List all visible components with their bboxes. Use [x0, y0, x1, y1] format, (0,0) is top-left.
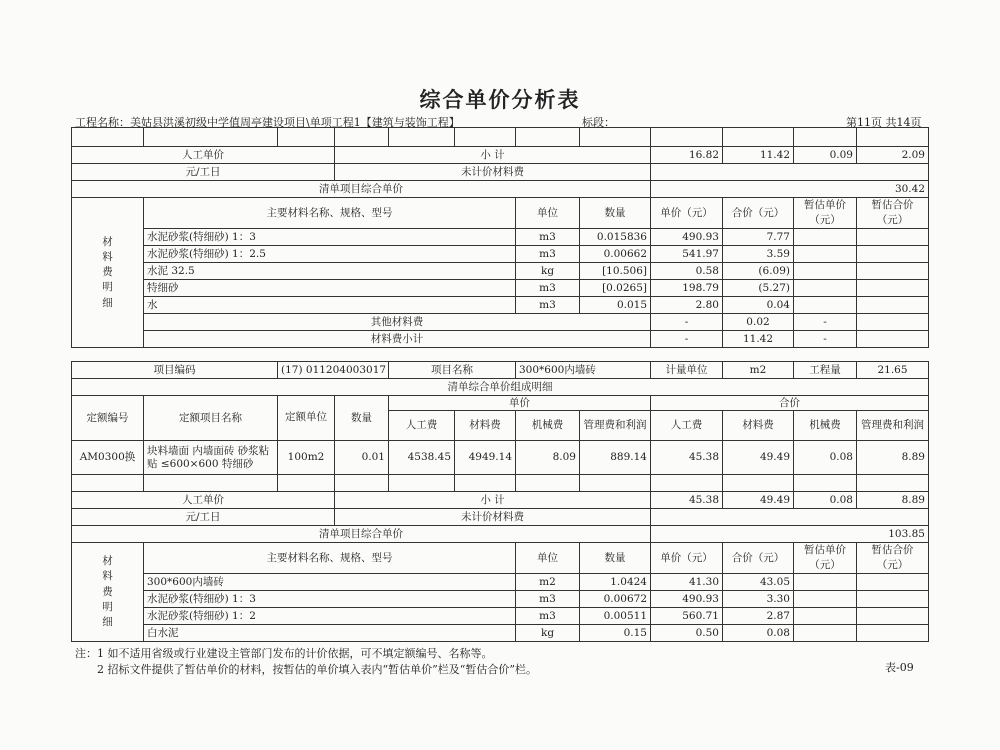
item-code-value: (17) 011204003017 — [278, 362, 389, 379]
quota-u-machine: 8.09 — [516, 441, 580, 475]
section-label: 标段： — [582, 116, 615, 129]
material-unit: kg — [516, 263, 580, 280]
t-material-header: 材料费 — [723, 411, 794, 441]
material-qty: 0.15 — [580, 625, 651, 642]
material-subtotal-total: 11.42 — [723, 331, 794, 348]
est-unit-price-header: 暂估单价（元） — [794, 198, 857, 229]
table-row — [72, 314, 929, 331]
other-material-price: - — [651, 314, 723, 331]
labor-unit-price-label: 人工单价 — [72, 147, 335, 164]
material-qty: 0.015836 — [580, 229, 651, 246]
work-quantity-label: 工程量 — [794, 362, 857, 379]
material-qty: 0.00511 — [580, 608, 651, 625]
unit-header: 单位 — [516, 198, 580, 229]
subtotal-machine: 0.09 — [794, 147, 857, 164]
material-price: 560.71 — [651, 608, 723, 625]
analysis-table-top — [71, 127, 929, 348]
quantity-header: 数量 — [580, 543, 651, 574]
material-detail-label: 材料费明细 — [72, 543, 144, 642]
table-row — [72, 379, 929, 396]
u-labor-header: 人工费 — [389, 411, 455, 441]
item-name-value: 300*600内墙砖 — [516, 362, 651, 379]
est-total-price-header: 暂估合价（元） — [857, 543, 929, 574]
material-qty: 0.00662 — [580, 246, 651, 263]
material-price: 0.58 — [651, 263, 723, 280]
material-subtotal-price: - — [651, 331, 723, 348]
analysis-table-bottom — [71, 361, 929, 642]
item-unit-price-label: 清单项目综合单价 — [72, 526, 651, 543]
measure-unit-label: 计量单位 — [651, 362, 723, 379]
u-mgmt-header: 管理费和利润 — [580, 411, 651, 441]
subtotal-labor: 16.82 — [651, 147, 723, 164]
material-qty: 0.00672 — [580, 591, 651, 608]
material-price: 490.93 — [651, 229, 723, 246]
material-total: (5.27) — [723, 280, 794, 297]
material-unit: m3 — [516, 297, 580, 314]
project-name: 工程名称：美姑县洪溪初级中学值周亭建设项目\单项工程1【建筑与装饰工程】 — [75, 116, 460, 129]
quota-unit: 100m2 — [278, 441, 335, 475]
quota-name: 块料墙面 内墙面砖 砂浆粘贴 ≤600×600 特细砂 — [144, 441, 278, 475]
material-total: 3.59 — [723, 246, 794, 263]
table-row — [72, 362, 929, 379]
table-row — [72, 263, 929, 280]
quota-u-material: 4949.14 — [455, 441, 516, 475]
material-name: 水泥砂浆(特细砂) 1：2 — [144, 608, 516, 625]
quantity-header: 数量 — [580, 198, 651, 229]
material-name: 300*600内墙砖 — [144, 574, 516, 591]
quota-t-labor: 45.38 — [651, 441, 723, 475]
table-row — [72, 625, 929, 642]
table-row — [72, 509, 929, 526]
material-unit: m3 — [516, 280, 580, 297]
quota-u-labor: 4538.45 — [389, 441, 455, 475]
material-main-header: 主要材料名称、规格、型号 — [144, 198, 516, 229]
est-unit-price-header: 暂估单价（元） — [794, 543, 857, 574]
material-unit: m2 — [516, 574, 580, 591]
material-subtotal-label: 材料费小计 — [144, 331, 651, 348]
table-row — [72, 492, 929, 509]
material-price: 0.50 — [651, 625, 723, 642]
material-qty: 0.015 — [580, 297, 651, 314]
other-material-est: - — [794, 314, 857, 331]
composition-detail-label: 清单综合单价组成明细 — [72, 379, 929, 396]
measure-unit-value: m2 — [723, 362, 794, 379]
subtotal-mgmt: 8.89 — [857, 492, 929, 509]
quota-qty: 0.01 — [335, 441, 389, 475]
table-row — [72, 543, 929, 574]
t-labor-header: 人工费 — [651, 411, 723, 441]
material-price: 2.80 — [651, 297, 723, 314]
material-total: 43.05 — [723, 574, 794, 591]
material-total: (6.09) — [723, 263, 794, 280]
table-row — [72, 574, 929, 591]
table-row — [72, 147, 929, 164]
quota-t-mgmt: 8.89 — [857, 441, 929, 475]
subtotal-label: 小 计 — [335, 492, 651, 509]
item-unit-price-value: 103.85 — [651, 526, 929, 543]
material-name: 水 — [144, 297, 516, 314]
material-total: 0.04 — [723, 297, 794, 314]
single-price-header: 单价 — [389, 396, 651, 411]
material-price: 541.97 — [651, 246, 723, 263]
material-unit: m3 — [516, 608, 580, 625]
quota-unit-header: 定额单位 — [278, 396, 335, 441]
subtotal-material: 49.49 — [723, 492, 794, 509]
subtotal-material: 11.42 — [723, 147, 794, 164]
other-material-total: 0.02 — [723, 314, 794, 331]
quota-t-machine: 0.08 — [794, 441, 857, 475]
subtotal-labor: 45.38 — [651, 492, 723, 509]
subtotal-mgmt: 2.09 — [857, 147, 929, 164]
material-total: 0.08 — [723, 625, 794, 642]
total-price-header: 合价（元） — [723, 198, 794, 229]
material-unit: m3 — [516, 229, 580, 246]
table-row — [72, 331, 929, 348]
material-name: 水泥砂浆(特细砂) 1：3 — [144, 591, 516, 608]
table-row — [72, 181, 929, 198]
material-name: 水泥砂浆(特细砂) 1：2.5 — [144, 246, 516, 263]
item-unit-price-label: 清单项目综合单价 — [72, 181, 651, 198]
material-unit: m3 — [516, 591, 580, 608]
quota-code-header: 定额编号 — [72, 396, 144, 441]
table-row — [72, 229, 929, 246]
page-title: 综合单价分析表 — [419, 87, 581, 112]
material-subtotal-est: - — [794, 331, 857, 348]
item-code-label: 项目编码 — [72, 362, 278, 379]
material-total: 2.87 — [723, 608, 794, 625]
item-unit-price-value: 30.42 — [651, 181, 929, 198]
material-main-header: 主要材料名称、规格、型号 — [144, 543, 516, 574]
material-name: 水泥砂浆(特细砂) 1：3 — [144, 229, 516, 246]
est-total-price-header: 暂估合价（元） — [857, 198, 929, 229]
quota-name-header: 定额项目名称 — [144, 396, 278, 441]
unit-header: 单位 — [516, 543, 580, 574]
total-price-header: 合价（元） — [723, 543, 794, 574]
table-row — [72, 526, 929, 543]
u-machine-header: 机械费 — [516, 411, 580, 441]
quota-u-mgmt: 889.14 — [580, 441, 651, 475]
other-material-label: 其他材料费 — [144, 314, 651, 331]
material-unit: m3 — [516, 246, 580, 263]
material-qty: [10.506] — [580, 263, 651, 280]
t-mgmt-header: 管理费和利润 — [857, 411, 929, 441]
material-name: 水泥 32.5 — [144, 263, 516, 280]
table-row — [72, 441, 929, 475]
labor-unit-price-label: 人工单价 — [72, 492, 335, 509]
material-price: 490.93 — [651, 591, 723, 608]
qty-header: 数量 — [335, 396, 389, 441]
material-total: 7.77 — [723, 229, 794, 246]
table-row — [72, 164, 929, 181]
subtotal-machine: 0.08 — [794, 492, 857, 509]
t-machine-header: 机械费 — [794, 411, 857, 441]
page-number: 第11页 共14页 — [846, 116, 922, 129]
table-row — [72, 475, 929, 492]
table-row — [72, 198, 929, 229]
work-quantity-value: 21.65 — [857, 362, 929, 379]
table-row — [72, 396, 929, 411]
material-qty: 1.0424 — [580, 574, 651, 591]
table-row — [72, 280, 929, 297]
material-price: 41.30 — [651, 574, 723, 591]
unpriced-material-label: 未计价材料费 — [335, 509, 651, 526]
material-detail-label: 材料费明细 — [72, 198, 144, 348]
table-row — [72, 128, 929, 147]
table-row — [72, 297, 929, 314]
quota-t-material: 49.49 — [723, 441, 794, 475]
unit-price-header: 单价（元） — [651, 198, 723, 229]
material-unit: kg — [516, 625, 580, 642]
material-qty: [0.0265] — [580, 280, 651, 297]
table-row — [72, 246, 929, 263]
footnote-1: 注：1 如不适用省级或行业建设主管部门发布的计价依据，可不填定额编号、名称等。 — [75, 647, 493, 660]
u-material-header: 材料费 — [455, 411, 516, 441]
yuan-per-day-label: 元/工日 — [72, 509, 335, 526]
material-name: 白水泥 — [144, 625, 516, 642]
yuan-per-day-label: 元/工日 — [72, 164, 335, 181]
material-total: 3.30 — [723, 591, 794, 608]
table-number: 表-09 — [885, 661, 914, 674]
table-row — [72, 591, 929, 608]
material-price: 198.79 — [651, 280, 723, 297]
quota-code: AM0300换 — [72, 441, 144, 475]
footnote-2: 2 招标文件提供了暂估单价的材料，按暂估的单价填入表内“暂估单价”栏及“暂估合价”栏。 — [97, 663, 537, 676]
unit-price-header: 单价（元） — [651, 543, 723, 574]
item-name-label: 项目名称 — [389, 362, 516, 379]
unpriced-material-label: 未计价材料费 — [335, 164, 651, 181]
material-name: 特细砂 — [144, 280, 516, 297]
subtotal-label: 小 计 — [335, 147, 651, 164]
table-row — [72, 608, 929, 625]
combined-price-header: 合价 — [651, 396, 929, 411]
